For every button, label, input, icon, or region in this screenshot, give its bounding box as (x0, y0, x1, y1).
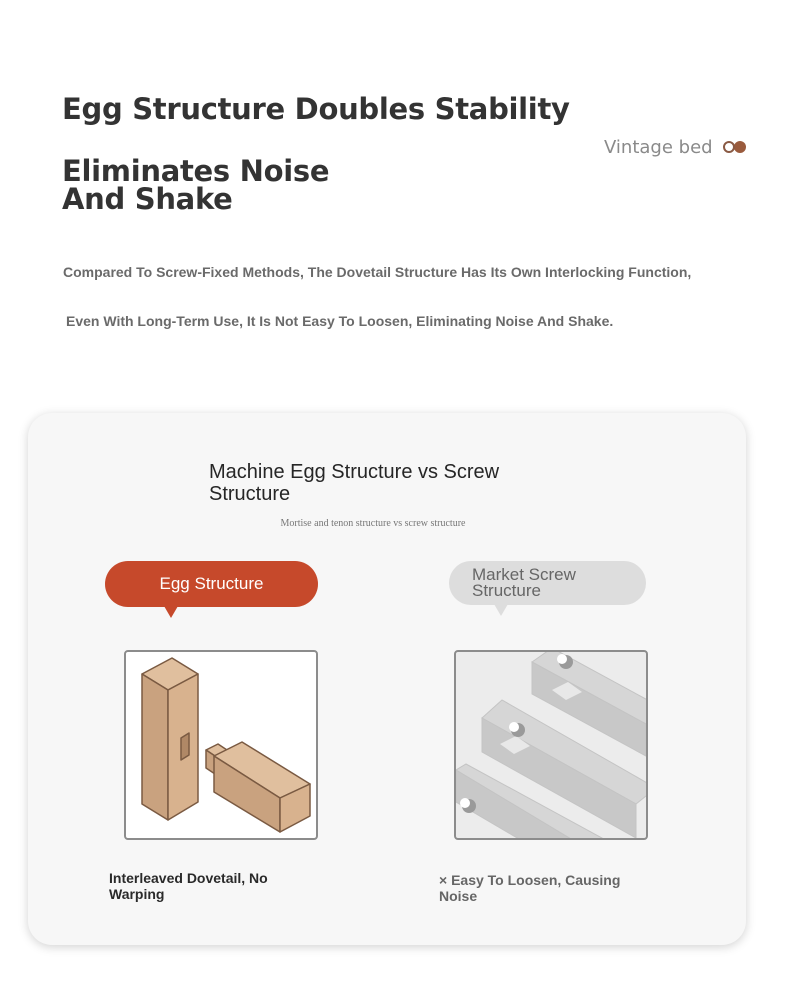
screw-caption-text: Easy To Loosen, Causing Noise (439, 872, 621, 904)
headline-noise: Eliminates Noise And Shake (62, 154, 330, 216)
headline-stability: Egg Structure Doubles Stability (62, 92, 570, 126)
mortise-tenon-joint-illustration (124, 650, 318, 840)
description-line-2: Even With Long-Term Use, It Is Not Easy To Loosen, Eliminating Noise And Shake. (66, 313, 614, 329)
brand-logo (604, 134, 747, 160)
egg-caption: Interleaved Dovetail, No Warping (109, 870, 268, 902)
screw-caption (439, 872, 639, 904)
comparison-subtitle: Mortise and tenon structure vs screw structure (280, 518, 466, 529)
screwed-slats-illustration (454, 650, 648, 840)
comparison-card (28, 413, 746, 945)
brand-dots-icon (723, 140, 747, 154)
screw-structure-badge: Market Screw Structure (449, 561, 646, 605)
description-line-1: Compared To Screw-Fixed Methods, The Dovetail Structure Has Its Own Interlocking Function, (63, 264, 692, 280)
egg-structure-badge: Egg Structure (105, 561, 318, 607)
screw-badge-pointer (494, 604, 508, 616)
comparison-title: Machine Egg Structure vs Screw Structure (209, 461, 500, 505)
egg-badge-pointer (164, 606, 178, 618)
cross-icon: × (439, 872, 448, 888)
brand-name: Vintage bed (604, 136, 713, 158)
